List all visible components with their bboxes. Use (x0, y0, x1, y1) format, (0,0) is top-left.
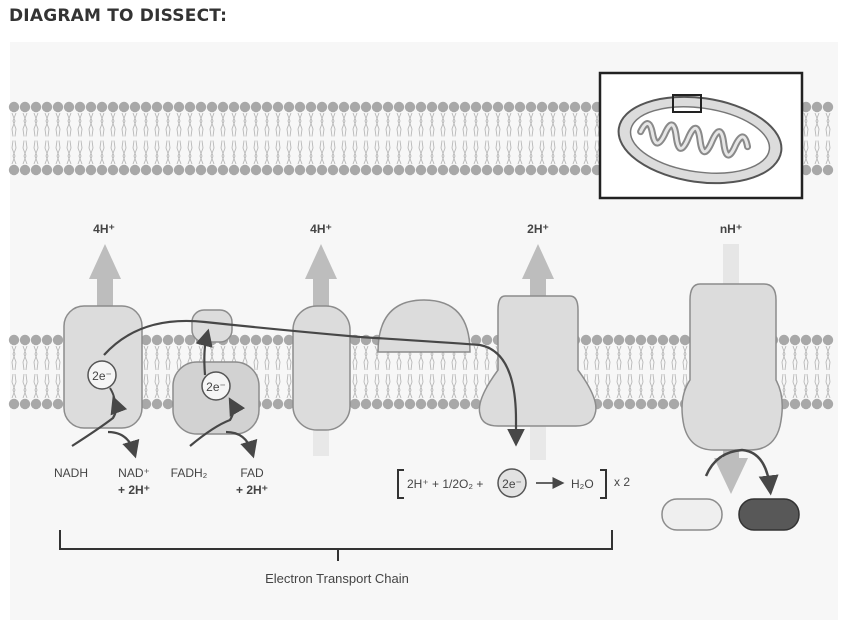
lipid-tail (661, 346, 665, 398)
lipid-tail (122, 113, 126, 164)
lipid-tail (804, 113, 808, 164)
lipid-head (218, 165, 228, 175)
lipid-head (339, 165, 349, 175)
lipid-head (185, 165, 195, 175)
lipid-tail (496, 113, 500, 164)
lipid-head (229, 165, 239, 175)
lipid-tail (430, 113, 434, 164)
lipid-head (460, 165, 470, 175)
lipid-head (240, 165, 250, 175)
lipid-tail (210, 113, 214, 164)
nad-protons-label: + 2H⁺ (117, 483, 151, 497)
lipid-tail (606, 346, 610, 398)
lipid-head (174, 102, 184, 112)
lipid-tail (463, 113, 467, 164)
lipid-tail (155, 113, 159, 164)
lipid-tail (188, 113, 192, 164)
lipid-head (471, 165, 481, 175)
lipid-head (669, 335, 679, 345)
lipid-head (20, 335, 30, 345)
lipid-head (372, 399, 382, 409)
lipid-head (64, 102, 74, 112)
lipid-head (581, 165, 591, 175)
lipid-tail (276, 113, 280, 164)
lipid-tail (265, 113, 269, 164)
lipid-tail (507, 113, 511, 164)
lipid-tail (155, 346, 159, 398)
lipid-head (559, 165, 569, 175)
electron-label-complex1: 2e⁻ (92, 369, 112, 383)
lipid-head (801, 335, 811, 345)
lipid-tail (441, 346, 445, 398)
ubiquinone (192, 310, 232, 342)
lipid-head (482, 165, 492, 175)
lipid-head (86, 102, 96, 112)
complex-3 (293, 306, 350, 430)
lipid-head (372, 165, 382, 175)
proton-label-complex3: 4H⁺ (310, 222, 332, 236)
lipid-head (42, 335, 52, 345)
proton-label-atp-synthase: nH⁺ (719, 222, 743, 236)
lipid-tail (628, 346, 632, 398)
lipid-head (823, 399, 833, 409)
lipid-head (163, 399, 173, 409)
lipid-head (306, 102, 316, 112)
lipid-head (262, 102, 272, 112)
reaction-multiplier-label: x 2 (614, 475, 631, 489)
lipid-head (669, 399, 679, 409)
lipid-tail (45, 113, 49, 164)
lipid-head (295, 102, 305, 112)
lipid-head (20, 102, 30, 112)
lipid-head (350, 165, 360, 175)
lipid-head (97, 165, 107, 175)
nad-out-arrow (108, 432, 134, 452)
lipid-head (9, 102, 19, 112)
lipid-head (405, 102, 415, 112)
lipid-head (812, 399, 822, 409)
lipid-head (570, 165, 580, 175)
lipid-head (493, 165, 503, 175)
lipid-head (20, 399, 30, 409)
lipid-tail (287, 346, 291, 398)
lipid-head (405, 165, 415, 175)
lipid-head (31, 335, 41, 345)
complex-4 (479, 296, 596, 426)
lipid-head (42, 102, 52, 112)
lipid-head (383, 102, 393, 112)
lipid-head (438, 102, 448, 112)
lipid-head (482, 335, 492, 345)
lipid-head (515, 102, 525, 112)
lipid-tail (452, 113, 456, 164)
lipid-tail (595, 346, 599, 398)
fad-label: FAD (240, 466, 264, 480)
fad-protons-label: + 2H⁺ (235, 483, 269, 497)
lipid-head (614, 335, 624, 345)
lipid-head (273, 102, 283, 112)
lipid-tail (199, 113, 203, 164)
lipid-head (526, 165, 536, 175)
lipid-tail (452, 346, 456, 398)
lipid-head (372, 102, 382, 112)
lipid-head (262, 335, 272, 345)
lipid-tail (650, 346, 654, 398)
lipid-tail (364, 113, 368, 164)
lipid-tail (386, 113, 390, 164)
lipid-head (427, 399, 437, 409)
lipid-tail (386, 346, 390, 398)
lipid-head (119, 165, 129, 175)
lipid-tail (78, 113, 82, 164)
lipid-tail (518, 113, 522, 164)
lipid-tail (320, 113, 324, 164)
lipid-head (350, 399, 360, 409)
lipid-head (790, 335, 800, 345)
lipid-tail (12, 346, 16, 398)
lipid-head (581, 335, 591, 345)
lipid-head (383, 399, 393, 409)
lipid-tail (34, 113, 38, 164)
lipid-tail (474, 113, 478, 164)
fadh2-label: FADH₂ (170, 466, 208, 480)
atp-synthase (682, 284, 782, 450)
lipid-head (75, 165, 85, 175)
reaction-bracket-left (398, 470, 404, 498)
electron-label-reaction: 2e⁻ (502, 477, 522, 491)
lipid-head (812, 102, 822, 112)
lipid-tail (298, 113, 302, 164)
lipid-head (163, 165, 173, 175)
lipid-head (53, 102, 63, 112)
lipid-tail (419, 113, 423, 164)
lipid-head (460, 102, 470, 112)
lipid-head (482, 102, 492, 112)
lipid-head (174, 165, 184, 175)
lipid-tail (441, 113, 445, 164)
lipid-head (636, 399, 646, 409)
lipid-head (614, 399, 624, 409)
lipid-head (86, 165, 96, 175)
water-reaction (398, 469, 630, 498)
lipid-tail (375, 346, 379, 398)
lipid-head (229, 102, 239, 112)
lipid-head (20, 165, 30, 175)
lipid-tail (89, 113, 93, 164)
lipid-tail (23, 113, 27, 164)
lipid-tail (408, 346, 412, 398)
lipid-tail (815, 113, 819, 164)
lipid-head (185, 102, 195, 112)
lipid-tail (815, 346, 819, 398)
lipid-head (262, 165, 272, 175)
lipid-head (42, 399, 52, 409)
lipid-head (416, 165, 426, 175)
lipid-head (196, 102, 206, 112)
lipid-head (394, 399, 404, 409)
lipid-tail (419, 346, 423, 398)
lipid-tail (474, 346, 478, 398)
lipid-head (174, 335, 184, 345)
lipid-head (460, 399, 470, 409)
proton-label-complex4: 2H⁺ (527, 222, 549, 236)
lipid-head (680, 335, 690, 345)
lipid-head (273, 165, 283, 175)
lipid-head (53, 165, 63, 175)
lipid-head (31, 399, 41, 409)
lipid-head (504, 102, 514, 112)
lipid-head (493, 102, 503, 112)
lipid-tail (177, 113, 181, 164)
lipid-tail (375, 113, 379, 164)
lipid-head (9, 399, 19, 409)
lipid-head (526, 102, 536, 112)
lipid-tail (232, 113, 236, 164)
lipid-head (779, 335, 789, 345)
lipid-tail (397, 113, 401, 164)
lipid-head (119, 102, 129, 112)
lipid-tail (639, 346, 643, 398)
lipid-head (570, 102, 580, 112)
lipid-head (108, 165, 118, 175)
lipid-head (295, 165, 305, 175)
lipid-head (53, 335, 63, 345)
lipid-tail (100, 113, 104, 164)
lipid-tail (595, 113, 599, 164)
lipid-head (141, 165, 151, 175)
lipid-tail (34, 346, 38, 398)
lipid-head (658, 335, 668, 345)
lipid-tail (540, 113, 544, 164)
lipid-head (284, 102, 294, 112)
lipid-head (361, 399, 371, 409)
lipid-head (240, 335, 250, 345)
lipid-tail (309, 113, 313, 164)
lipid-head (328, 102, 338, 112)
lipid-head (42, 165, 52, 175)
lipid-tail (672, 346, 676, 398)
atp-pill (739, 499, 799, 530)
lipid-head (306, 165, 316, 175)
etc-label: Electron Transport Chain (265, 571, 409, 586)
lipid-head (163, 335, 173, 345)
lipid-head (515, 165, 525, 175)
lipid-tail (430, 346, 434, 398)
lipid-head (251, 335, 261, 345)
reaction-bracket-right (600, 470, 606, 498)
lipid-head (339, 102, 349, 112)
lipid-tail (254, 113, 258, 164)
lipid-tail (353, 346, 357, 398)
lipid-head (207, 165, 217, 175)
lipid-tail (562, 113, 566, 164)
lipid-head (548, 102, 558, 112)
lipid-head (251, 165, 261, 175)
lipid-head (449, 165, 459, 175)
lipid-head (152, 335, 162, 345)
lipid-head (559, 102, 569, 112)
reaction-left-label: 2H⁺ + 1/2O₂ + (407, 477, 484, 491)
lipid-head (383, 165, 393, 175)
lipid-tail (353, 113, 357, 164)
lipid-head (130, 165, 140, 175)
lipid-tail (166, 113, 170, 164)
lipid-head (284, 165, 294, 175)
lipid-tail (551, 113, 555, 164)
lipid-head (636, 335, 646, 345)
mitochondrion-inset (600, 73, 802, 198)
lipid-head (350, 102, 360, 112)
lipid-head (438, 165, 448, 175)
lipid-head (240, 102, 250, 112)
lipid-head (504, 165, 514, 175)
lipid-tail (331, 113, 335, 164)
lipid-tail (276, 346, 280, 398)
lipid-head (603, 335, 613, 345)
lipid-head (262, 399, 272, 409)
lipid-head (581, 102, 591, 112)
adp-pill (662, 499, 722, 530)
lipid-tail (56, 346, 60, 398)
electron-label-complex2: 2e⁻ (206, 380, 226, 394)
lipid-tail (573, 113, 577, 164)
lipid-head (317, 165, 327, 175)
proton-label-complex1: 4H⁺ (93, 222, 115, 236)
lipid-head (823, 335, 833, 345)
lipid-head (394, 102, 404, 112)
lipid-tail (23, 346, 27, 398)
lipid-tail (133, 113, 137, 164)
lipid-head (75, 102, 85, 112)
lipid-tail (243, 113, 247, 164)
lipid-head (108, 102, 118, 112)
lipid-head (801, 399, 811, 409)
lipid-head (416, 399, 426, 409)
lipid-tail (67, 113, 71, 164)
lipid-head (625, 335, 635, 345)
lipid-tail (826, 113, 830, 164)
lipid-tail (793, 346, 797, 398)
lipid-tail (166, 346, 170, 398)
lipid-head (427, 165, 437, 175)
lipid-head (207, 102, 217, 112)
lipid-head (31, 102, 41, 112)
lipid-head (361, 102, 371, 112)
lipid-tail (144, 113, 148, 164)
lipid-head (812, 335, 822, 345)
lipid-head (97, 102, 107, 112)
lipid-head (394, 165, 404, 175)
lipid-head (328, 165, 338, 175)
lipid-head (273, 335, 283, 345)
lipid-tail (617, 346, 621, 398)
lipid-head (9, 335, 19, 345)
lipid-head (823, 165, 833, 175)
etc-bracket (60, 530, 612, 549)
lipid-tail (12, 113, 16, 164)
lipid-tail (265, 346, 269, 398)
lipid-head (317, 102, 327, 112)
lipid-head (152, 102, 162, 112)
lipid-head (218, 102, 228, 112)
lipid-head (812, 165, 822, 175)
lipid-tail (485, 113, 489, 164)
lipid-head (427, 102, 437, 112)
lipid-tail (364, 346, 368, 398)
lipid-tail (584, 113, 588, 164)
lipid-head (361, 165, 371, 175)
lipid-head (130, 102, 140, 112)
lipid-tail (45, 346, 49, 398)
lipid-head (163, 102, 173, 112)
lipid-head (658, 399, 668, 409)
lipid-head (251, 102, 261, 112)
fad-out-arrow (226, 432, 252, 452)
lipid-tail (221, 113, 225, 164)
lipid-head (625, 399, 635, 409)
lipid-head (471, 102, 481, 112)
lipid-tail (408, 113, 412, 164)
page-title: DIAGRAM TO DISSECT: (9, 6, 228, 26)
nad-label: NAD⁺ (118, 466, 150, 480)
lipid-head (592, 335, 602, 345)
lipid-tail (782, 346, 786, 398)
lipid-head (416, 102, 426, 112)
lipid-tail (342, 113, 346, 164)
reaction-product-label: H₂O (571, 477, 594, 491)
lipid-head (141, 102, 151, 112)
lipid-head (823, 102, 833, 112)
lipid-head (537, 102, 547, 112)
lipid-head (9, 165, 19, 175)
lipid-tail (826, 346, 830, 398)
lipid-head (64, 165, 74, 175)
lipid-head (196, 165, 206, 175)
lipid-head (548, 165, 558, 175)
lipid-tail (287, 113, 291, 164)
lipid-tail (804, 346, 808, 398)
lipid-head (790, 399, 800, 409)
lipid-head (438, 399, 448, 409)
lipid-head (152, 165, 162, 175)
lipid-tail (144, 346, 148, 398)
lipid-tail (463, 346, 467, 398)
lipid-tail (111, 113, 115, 164)
lipid-tail (56, 113, 60, 164)
lipid-head (152, 399, 162, 409)
lipid-head (31, 165, 41, 175)
lipid-head (405, 399, 415, 409)
lipid-head (449, 399, 459, 409)
lipid-tail (529, 113, 533, 164)
lipid-head (537, 165, 547, 175)
lipid-head (273, 399, 283, 409)
lipid-head (647, 399, 657, 409)
lipid-head (449, 102, 459, 112)
lipid-head (603, 399, 613, 409)
lipid-head (53, 399, 63, 409)
lipid-head (647, 335, 657, 345)
nadh-label: NADH (53, 466, 89, 480)
lipid-tail (397, 346, 401, 398)
